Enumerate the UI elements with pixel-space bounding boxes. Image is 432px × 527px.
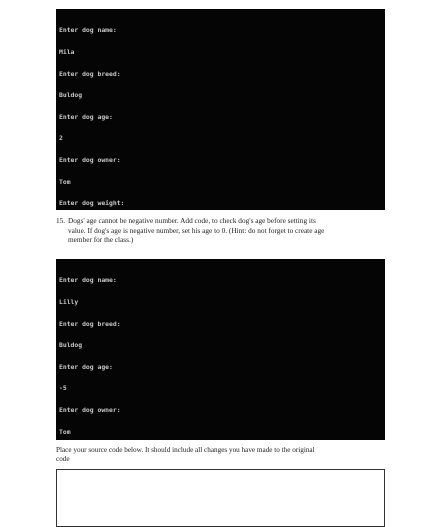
task-text: Dogs' age cannot be negative number. Add code, to check dog's age before setting its: [68, 216, 316, 225]
console-line: Enter dog name:: [59, 276, 117, 285]
console-line: 2: [59, 134, 63, 143]
console-line: Lilly: [59, 298, 79, 307]
task-number: 15.: [56, 216, 66, 225]
console-line: Buldog: [59, 341, 83, 350]
console-window-2: [56, 259, 385, 440]
instructions-line: code: [56, 454, 70, 463]
console-line: Enter dog name:: [59, 26, 117, 35]
console-line: Enter dog age:: [59, 112, 113, 121]
console-line: Enter dog breed:: [59, 319, 121, 328]
console-line: Enter dog owner:: [59, 406, 121, 415]
instructions: [56, 446, 386, 463]
console-input-block: [59, 263, 379, 440]
task-line: value. If dog's age is negative number, set his age to 0. (Hint: do not forget to create age: [68, 225, 325, 235]
task-15: [56, 216, 376, 245]
source-code-answer-box[interactable]: [56, 469, 385, 527]
console-line: Tom: [59, 427, 71, 436]
console-line: Enter dog weight:: [59, 199, 125, 208]
console-line: Enter dog owner:: [59, 156, 121, 165]
console-line: Tom: [59, 177, 71, 186]
console-line: Enter dog age:: [59, 362, 113, 371]
console-window-1: [56, 9, 385, 210]
task-line: member for the class.): [68, 235, 134, 244]
console-line: Mila: [59, 48, 75, 57]
console-line: Buldog: [59, 91, 83, 100]
instructions-line: Place your source code below. It should include all changes you have made to the original: [56, 446, 315, 454]
console-input-block: [59, 13, 379, 210]
task-line: [56, 216, 376, 226]
console-line: Enter dog breed:: [59, 69, 121, 78]
console-line: -5: [59, 384, 67, 393]
